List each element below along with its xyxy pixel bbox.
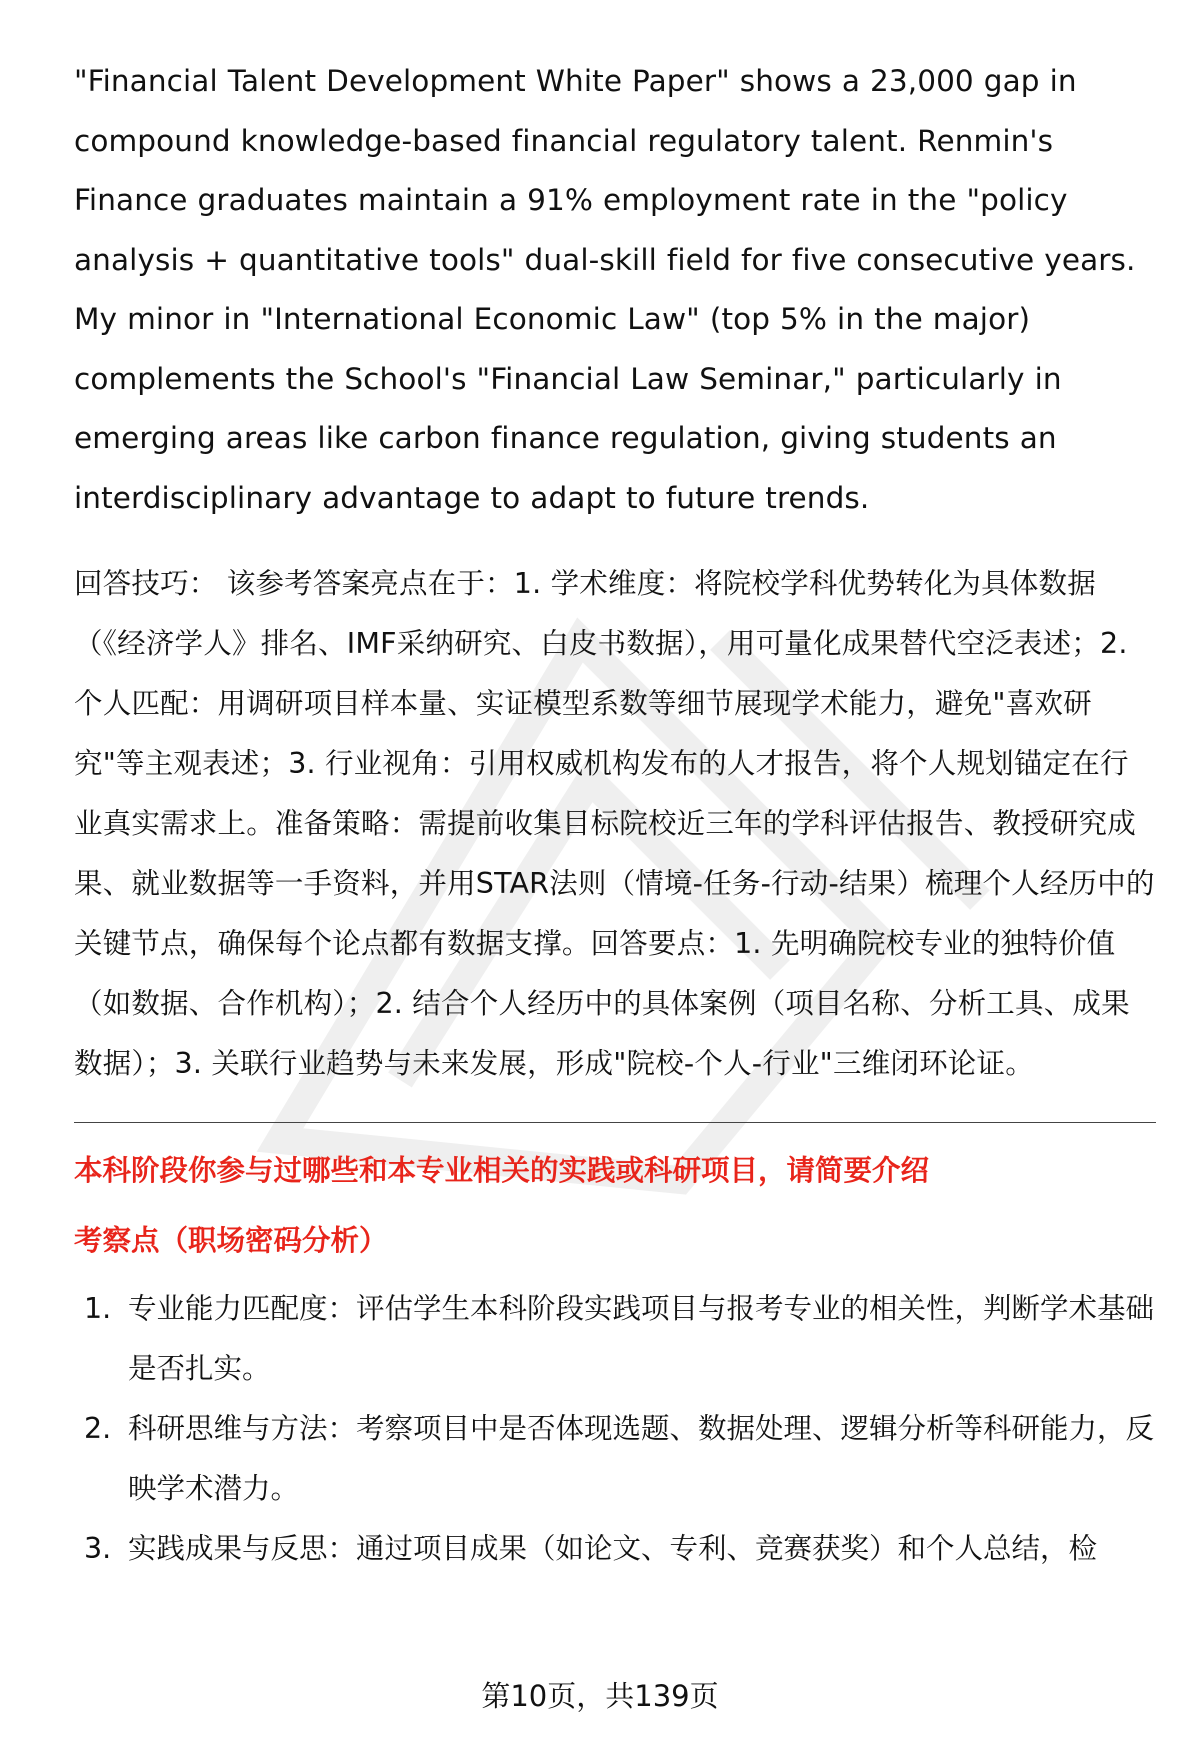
list-item-number: 2. [84, 1412, 112, 1445]
list-item [74, 1519, 1156, 1579]
list-item-number: 3. [84, 1532, 112, 1565]
question-title: 本科阶段你参与过哪些和本专业相关的实践或科研项目，请简要介绍 [74, 1154, 930, 1187]
english-paragraph: "Financial Talent Development White Paper" shows a 23,000 gap in compound knowledge-based financial regulatory talent. Renmin's Finance graduates maintain a 91% employment rate in the "policy analysis + quantitative tools" dual-skill field for five consecutive years. My minor in "International Economic Law" (top 5% in the major) complements the School's "Financial Law Seminar," particularly in emerging areas like carbon finance regulation, giving students an interdisciplinary advantage to adapt to future trends. [74, 64, 1136, 515]
assessment-points-list [74, 1279, 1156, 1579]
list-item-text: 专业能力匹配度：评估学生本科阶段实践项目与报考专业的相关性，判断学术基础是否扎实。 [128, 1292, 1155, 1385]
list-item-number: 1. [84, 1292, 112, 1325]
list-item-text: 实践成果与反思：通过项目成果（如论文、专利、竞赛获奖）和个人总结，检 [128, 1532, 1098, 1565]
assessment-points-heading: 考察点（职场密码分析） [74, 1224, 388, 1257]
list-item [74, 1279, 1156, 1399]
page-content [74, 52, 1156, 1579]
list-item [74, 1399, 1156, 1519]
page-number-footer: 第10页，共139页 [481, 1679, 719, 1713]
list-item-text: 科研思维与方法：考察项目中是否体现选题、数据处理、逻辑分析等科研能力，反映学术潜力。 [128, 1412, 1155, 1505]
answer-tips-paragraph: 回答技巧： 该参考答案亮点在于：1. 学术维度：将院校学科优势转化为具体数据（《经济学人》排名、IMF采纳研究、白皮书数据），用可量化成果替代空泛表述；2. 个人匹配：用调研项目样本量、实证模型系数等细节展现学术能力，避免"喜欢研究"等主观表述；3. 行业视角：引用权威机构发布的人才报告，将个人规划锚定在行业真实需求上。准备策略：需提前收集目标院校近三年的学科评估报告、教授研究成果、就业数据等一手资料，并用STAR法则（情境-任务-行动-结果）梳理个人经历中的关键节点，确保每个论点都有数据支撑。回答要点：1. 先明确院校专业的独特价值（如数据、合作机构）；2. 结合个人经历中的具体案例（项目名称、分析工具、成果数据）；3. 关联行业趋势与未来发展，形成"院校-个人-行业"三维闭环论证。 [74, 567, 1155, 1080]
section-divider [74, 1122, 1156, 1123]
